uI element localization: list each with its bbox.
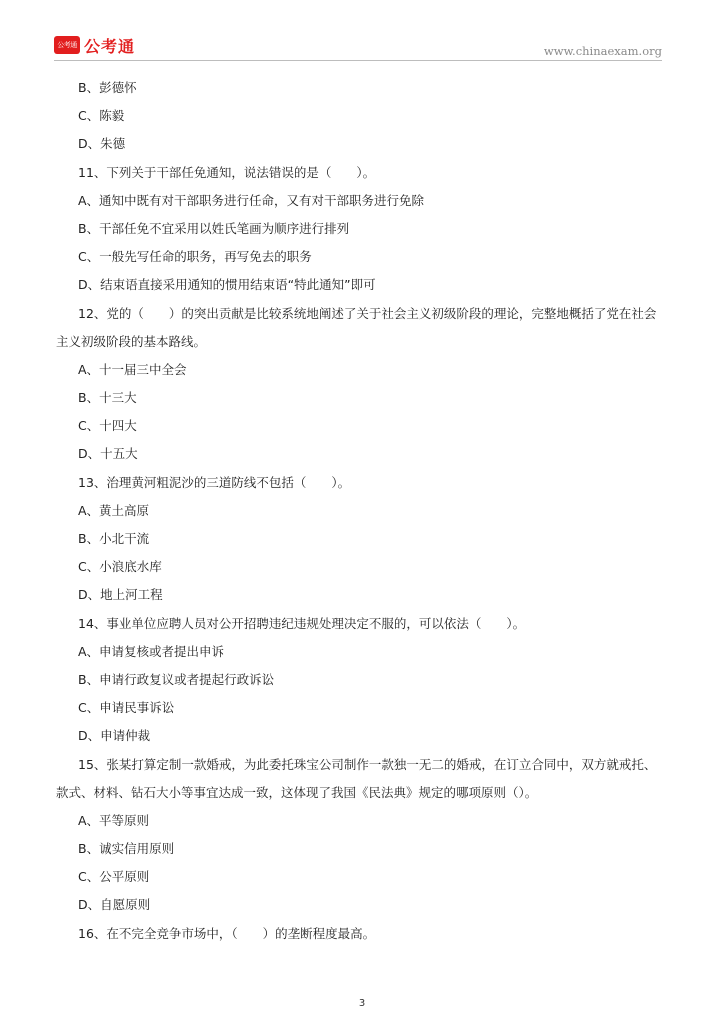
question-12: 12、党的（ ）的突出贡献是比较系统地阐述了关于社会主义初级阶段的理论，完整地概括了党在社会: [78, 305, 657, 321]
option-line: D、自愿原则: [78, 897, 151, 913]
option-line: C、公平原则: [78, 869, 150, 885]
option-line: B、干部任免不宜采用以姓氏笔画为顺序进行排列: [78, 220, 350, 236]
logo-mark: 公考通: [54, 36, 80, 54]
logo: [54, 34, 135, 56]
question-15-continuation: 款式、材料、钻石大小等事宜达成一致，这体现了我国《民法典》规定的哪项原则（）。: [56, 784, 538, 800]
question-14: 14、事业单位应聘人员对公开招聘违纪违规处理决定不服的，可以依法（ ）。: [78, 615, 526, 631]
option-line: D、十五大: [78, 446, 138, 462]
option-line: C、一般先写任命的职务，再写免去的职务: [78, 249, 312, 265]
option-line: C、陈毅: [78, 108, 125, 124]
option-line: D、地上河工程: [78, 587, 163, 603]
logo-text: 公考通: [84, 36, 136, 56]
option-line: C、申请民事诉讼: [78, 700, 175, 716]
site-url: www.chinaexam.org: [543, 44, 662, 58]
question-16: 16、在不完全竞争市场中，（ ）的垄断程度最高。: [78, 925, 376, 941]
option-line: A、通知中既有对干部职务进行任命，又有对干部职务进行免除: [78, 192, 425, 208]
option-line: C、十四大: [78, 418, 137, 434]
page-header: [0, 0, 724, 60]
option-line: A、平等原则: [78, 812, 150, 828]
question-11: 11、下列关于干部任免通知，说法错误的是（ ）。: [78, 164, 376, 180]
page-number: 3: [358, 998, 366, 1009]
option-line: D、朱德: [78, 136, 126, 152]
option-line: D、结束语直接采用通知的惯用结束语“特此通知”即可: [78, 277, 376, 293]
option-line: D、申请仲裁: [78, 728, 151, 744]
option-line: B、小北干流: [78, 531, 150, 546]
question-15: 15、张某打算定制一款婚戒，为此委托珠宝公司制作一款独一无二的婚戒，在订立合同中，双方就戒托、: [78, 756, 657, 772]
option-line: B、十三大: [78, 390, 137, 406]
question-13: 13、治理黄河粗泥沙的三道防线不包括（ ）。: [78, 474, 351, 490]
question-12-continuation: 主义初级阶段的基本路线。: [56, 333, 207, 349]
option-line: A、十一届三中全会: [78, 361, 187, 377]
option-line: A、黄土高原: [78, 502, 150, 518]
option-line: B、彭德怀: [78, 80, 137, 95]
option-line: B、诚实信用原则: [78, 841, 175, 857]
header-divider: [54, 60, 662, 61]
option-line: A、申请复核或者提出申诉: [78, 643, 225, 659]
document-body: [56, 78, 670, 952]
option-line: B、申请行政复议或者提起行政诉讼: [78, 671, 275, 687]
option-line: C、小浪底水库: [78, 559, 162, 575]
